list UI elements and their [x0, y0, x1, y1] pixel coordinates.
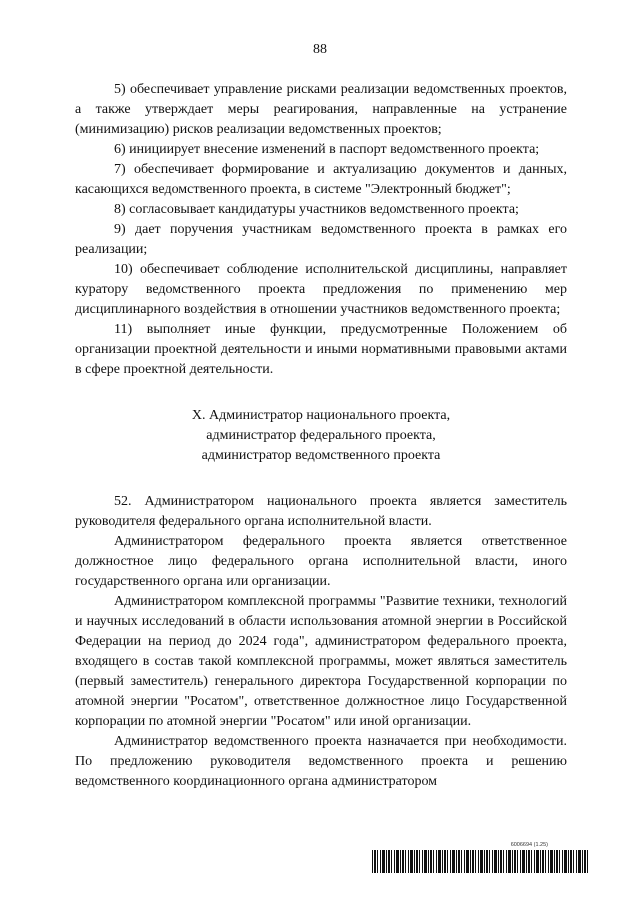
- paragraph-item-5: 5) обеспечивает управление рисками реализации ведомственных проектов, а также утверждает меры реагирования, направленные на устранение (минимизацию) рисков реализации ведомственных проектов;: [75, 82, 567, 137]
- section-heading-line: администратор федерального проекта,: [206, 428, 436, 443]
- paragraph-item-6: 6) инициирует внесение изменений в паспорт ведомственного проекта;: [114, 142, 540, 157]
- paragraph-item-10: 10) обеспечивает соблюдение исполнительской дисциплины, направляет куратору ведомственного проекта предложения по применению мер дисциплинарного воздействия в отношении участников ведомственного проекта;: [75, 262, 567, 317]
- page-number: 88: [313, 42, 327, 57]
- barcode-caption: 6006694 (1.25): [510, 842, 548, 848]
- barcode-image: [372, 850, 590, 873]
- paragraph-departmental-admin: Администратор ведомственного проекта назначается при необходимости. По предложению руководителя ведомственного проекта и решению ведомственного координационного органа администратором: [75, 734, 567, 789]
- paragraph-item-8: 8) согласовывает кандидатуры участников ведомственного проекта;: [114, 202, 519, 217]
- document-body: [75, 80, 567, 792]
- paragraph-federal-admin: Администратором федерального проекта является ответственное должностное лицо федерального органа исполнительной власти, иного государственного органа или организации.: [75, 534, 567, 589]
- paragraph-complex-program-admin: Администратором комплексной программы "Развитие техники, технологий и научных исследований в области использования атомной энергии в Российской Федерации на период до 2024 года", администратором федерального проекта, входящего в состав такой комплексной программы, может являться заместитель (первый заместитель) генерального директора Государственной корпорации по атомной энергии "Росатом", ответственное должностное лицо Государственной корпорации по атомной энергии "Росатом" или иной организации.: [75, 594, 567, 729]
- barcode-block: [372, 842, 590, 873]
- paragraph-item-9: 9) дает поручения участникам ведомственного проекта в рамках его реализации;: [75, 222, 567, 257]
- section-heading: [75, 406, 567, 466]
- paragraph-item-7: 7) обеспечивает формирование и актуализацию документов и данных, касающихся ведомственного проекта, в системе "Электронный бюджет";: [75, 162, 567, 197]
- section-heading-line: X. Администратор национального проекта,: [191, 408, 451, 423]
- paragraph-item-11: 11) выполняет иные функции, предусмотренные Положением об организации проектной деятельности и иными нормативными правовыми актами в сфере проектной деятельности.: [75, 322, 567, 377]
- paragraph-52: 52. Администратором национального проекта является заместитель руководителя федерального органа исполнительной власти.: [75, 494, 567, 529]
- section-heading-line: администратор ведомственного проекта: [201, 448, 441, 463]
